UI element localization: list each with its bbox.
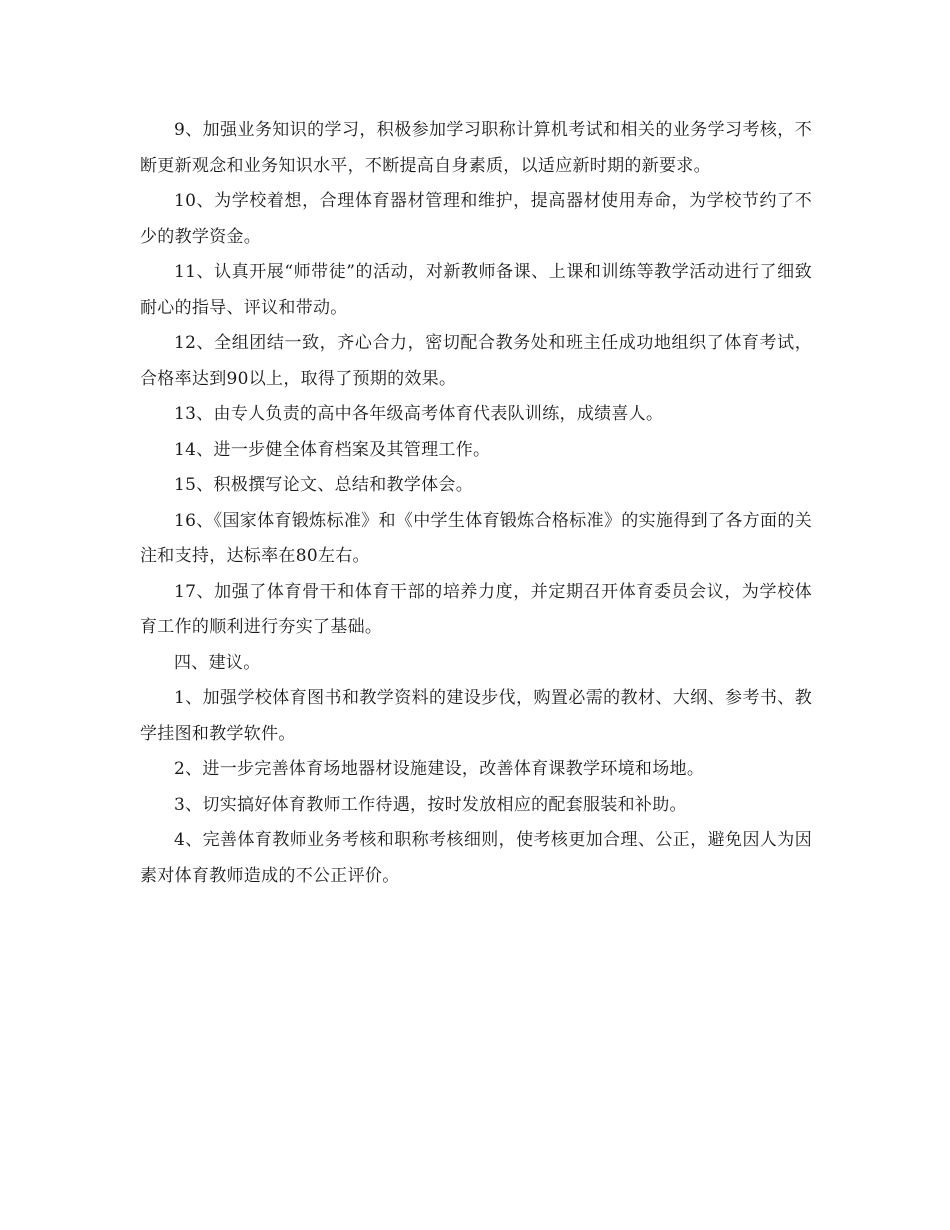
suggestion-item-2: 2、进一步完善体育场地器材设施建设，改善体育课教学环境和场地。 (174, 759, 705, 779)
paragraph-item-13: 13、由专人负责的高中各年级高考体育代表队训练，成绩喜人。 (174, 404, 664, 424)
suggestion-item-1: 1、加强学校体育图书和教学资料的建设步伐，购置必需的教材、大纲、参考书、教学挂图和教学软件。 (140, 688, 812, 744)
paragraph-item-10: 10、为学校着想，合理体育器材管理和维护，提高器材使用寿命，为学校节约了不少的教学资金。 (140, 191, 812, 247)
paragraph-item-15: 15、积极撰写论文、总结和教学体会。 (174, 475, 474, 495)
suggestion-item-4: 4、完善体育教师业务考核和职称考核细则，使考核更加合理、公正，避免因人为因素对体育教师造成的不公正评价。 (140, 830, 812, 886)
document-body (140, 113, 812, 894)
paragraph-item-11: 11、认真开展“师带徒”的活动，对新教师备课、上课和训练等教学活动进行了细致耐心的指导、评议和带动。 (140, 262, 812, 318)
section-heading-suggestions: 四、建议。 (174, 652, 261, 673)
paragraph-item-9: 9、加强业务知识的学习，积极参加学习职称计算机考试和相关的业务学习考核，不断更新观念和业务知识水平，不断提高自身素质，以适应新时期的新要求。 (140, 120, 812, 176)
paragraph-item-17: 17、加强了体育骨干和体育干部的培养力度，并定期召开体育委员会议，为学校体育工作的顺利进行夯实了基础。 (140, 581, 812, 637)
paragraph-item-16: 16、《国家体育锻炼标准》和《中学生体育锻炼合格标准》的实施得到了各方面的关注和支持，达标率在80左右。 (140, 510, 812, 566)
paragraph-item-14: 14、进一步健全体育档案及其管理工作。 (174, 439, 491, 460)
paragraph-item-12: 12、全组团结一致，齐心合力，密切配合教务处和班主任成功地组织了体育考试，合格率达到90以上，取得了预期的效果。 (140, 333, 812, 389)
suggestion-item-3: 3、切实搞好体育教师工作待遇，按时发放相应的配套服装和补助。 (174, 794, 687, 815)
